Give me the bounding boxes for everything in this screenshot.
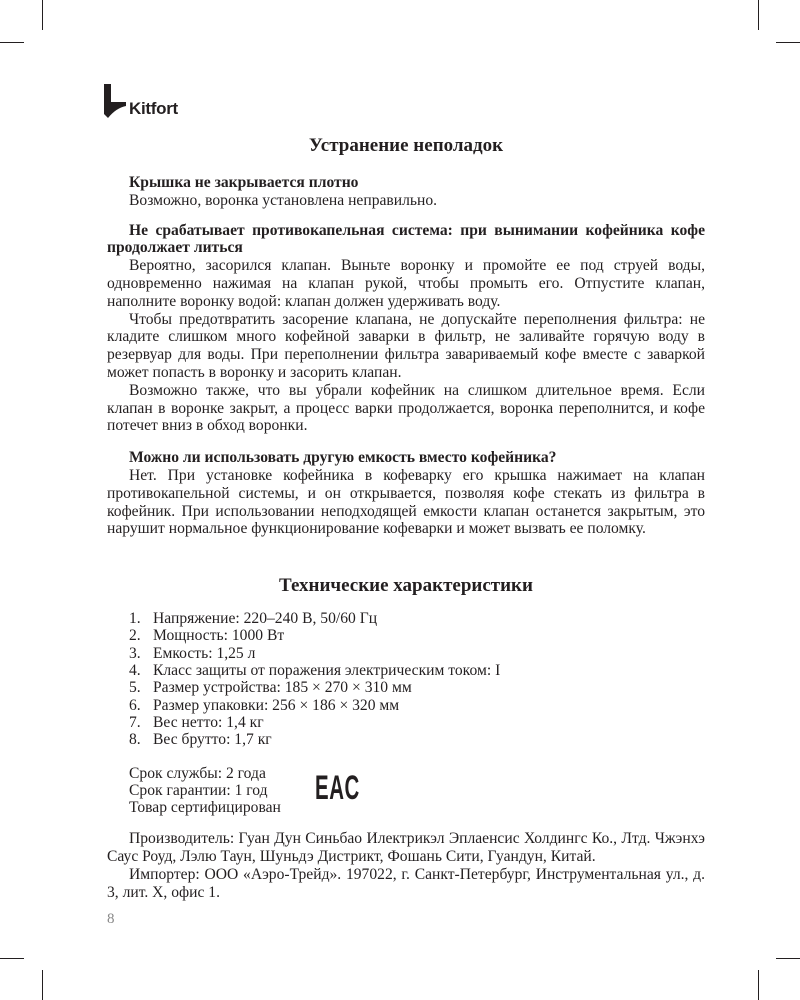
spec-text: Емкость: 1,25 л [153,644,256,662]
spec-number: 3. [129,644,141,662]
crop-mark [758,0,759,30]
spec-text: Мощность: 1000 Вт [153,627,285,645]
specs-title: Технические характеристики [279,575,533,597]
spec-number: 1. [129,610,141,628]
spec-item [107,714,705,731]
crop-mark [776,42,800,43]
crop-mark [0,42,24,43]
spec-text: Вес нетто: 1,4 кг [153,713,264,731]
service-life: Срок службы: 2 года [129,764,266,782]
spec-number: 5. [129,679,141,697]
paragraph: Возможно, воронка установлена неправильно. [129,191,438,209]
crop-mark [776,958,800,959]
crop-mark [42,970,43,1000]
specs-list [107,610,705,748]
manufacturer-info: Производитель: Гуан Дун Синьбао Илектрикэл Эплаенсис Холдингс Ко., Лтд. Чжэнхэ Саус Роуд, Лэлю Таун, Шуньдэ Дистрикт, Фошань Сити, Гуандун, Китай. [107,830,705,866]
crop-mark [42,0,43,30]
paragraph: Чтобы предотвратить засорение клапана, не допускайте переполнения фильтра: не кладите слишком много кофейной заварки в фильтр, не заливайте горячую воду в резервуар для воды. При переполнении фильтра завариваемый кофе вместе с заваркой может попасть в воронку и засорить клапан. [107,310,705,381]
spec-item [107,662,705,679]
crop-mark [0,958,24,959]
paragraph: Нет. При установке кофейника в кофеварку его крышка нажимает на клапан противокапельной системы, и он открывается, позволяя кофе стекать из фильтра в кофейник. При использовании неподходящей емкости клапан останется закрытым, это нарушит нормальное функционирование кофеварки и может вызвать ее поломку. [107,466,705,538]
spec-number: 7. [129,713,141,731]
spec-number: 6. [129,696,141,714]
spec-item [107,627,705,644]
certified-note: Товар сертифицирован [129,799,281,817]
spec-number: 2. [129,627,141,645]
section-drip-stop [107,222,705,436]
warranty-info [107,765,705,817]
eac-mark: EAC [315,768,360,807]
section-lid [107,174,705,210]
spec-text: Класс защиты от поражения электрическим током: I [153,662,501,680]
spec-item [107,697,705,714]
page-title: Устранение неполадок [308,135,504,156]
crop-mark [758,970,759,1000]
brand-name: Kitfort [129,99,178,118]
spec-text: Вес брутто: 1,7 кг [153,731,272,749]
page-number: 8 [107,910,115,927]
warranty-period: Срок гарантии: 1 год [129,781,268,799]
spec-item [107,731,705,748]
spec-text: Размер устройства: 185 × 270 × 310 мм [153,679,412,697]
spec-text: Размер упаковки: 256 × 186 × 320 мм [153,696,400,714]
paragraph: Вероятно, засорился клапан. Выньте воронку и промойте ее под струей воды, одновременно нажимая на клапан рукой, чтобы промыть его. Отпустите клапан, наполните воронку водой: клапан должен удерживать воду. [107,257,705,310]
brand-logo [104,84,178,118]
section-other-container [107,449,705,538]
spec-text: Напряжение: 220–240 В, 50/60 Гц [153,610,378,628]
section-heading: Можно ли использовать другую емкость вместо кофейника? [129,449,557,467]
spec-number: 4. [129,662,141,680]
importer-info: Импортер: ООО «Аэро-Трейд». 197022, г. Санкт-Петербург, Инструментальная ул., д. 3, лит. X, офис 1. [107,866,705,901]
specs-list-wrap [107,610,705,748]
spec-number: 8. [129,731,141,749]
section-heading: Не срабатывает противокапельная система: при вынимании кофейника кофе продолжает литься [107,221,705,257]
section-heading: Крышка не закрывается плотно [129,174,359,191]
kitfort-logo-icon [104,84,126,118]
spec-item [107,645,705,662]
company-info [107,830,705,901]
spec-item [107,679,705,696]
page-content [107,134,705,928]
spec-item [107,610,705,627]
paragraph: Возможно также, что вы убрали кофейник на слишком длительное время. Если клапан в воронке закрыт, а процесс варки продолжается, воронка переполнится, и кофе потечет вниз в обход воронки. [107,381,705,435]
